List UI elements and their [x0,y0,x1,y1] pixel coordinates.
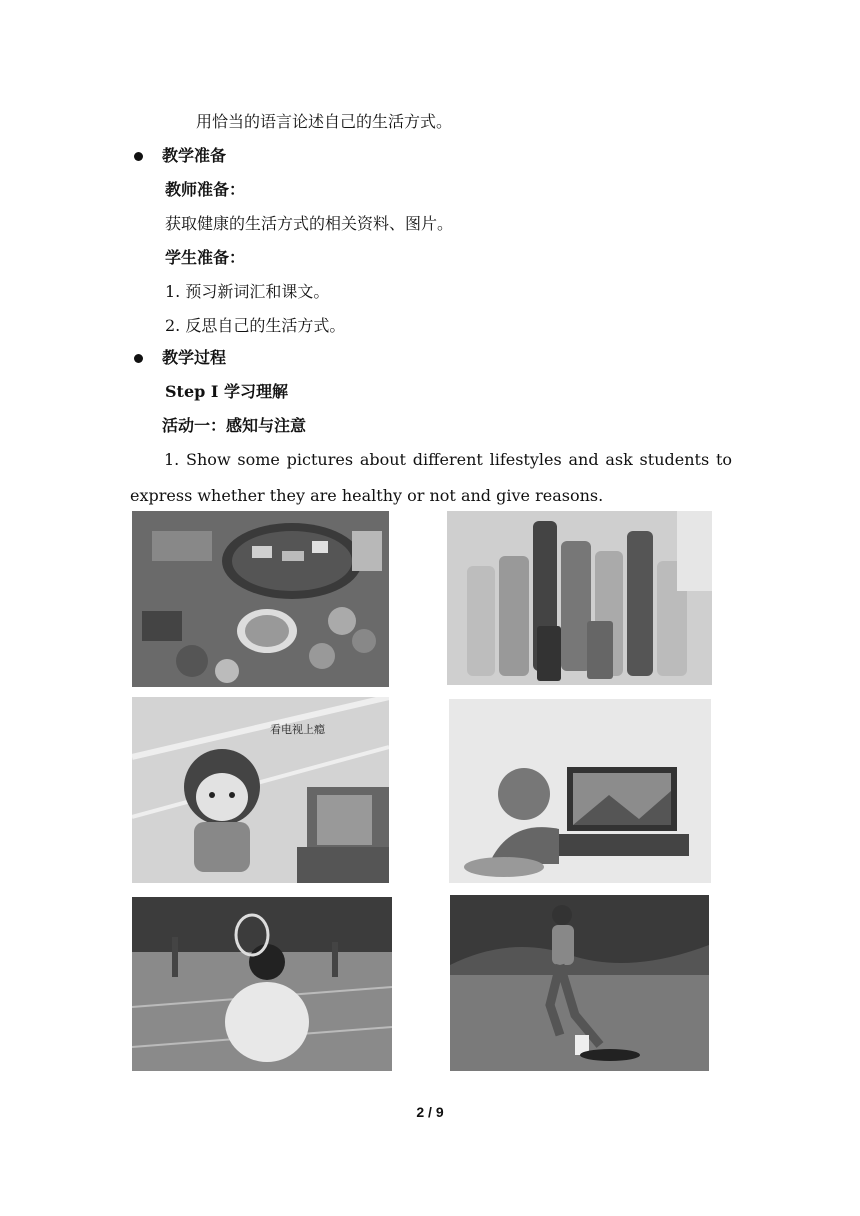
section-heading: 教学过程 [162,348,227,367]
teacher-prep-text: 获取健康的生活方式的相关资料、图片。 [165,214,454,233]
page-number: 2 / 9 [416,1104,444,1120]
skateboard-photo [450,895,709,1071]
teacher-prep-label: 教师准备： [165,180,246,199]
student-prep-item: 1. 预习新词汇和课文。 [165,282,330,301]
student-prep-item: 2. 反思自己的生活方式。 [165,316,346,335]
bullet-icon [134,152,143,161]
section-heading: 教学准备 [162,146,227,165]
computer-game-photo [449,699,711,883]
badminton-photo [132,897,392,1071]
tv-caption: 看电视上瘾 [270,723,325,736]
drinks-photo [447,511,712,685]
activity-heading: 活动一：感知与注意 [162,416,307,435]
paragraph: 1. Show some pictures about different lifestyles and ask students to express whether they are healthy or not and give reasons. [130,450,732,505]
text-line: 用恰当的语言论述自己的生活方式。 [196,112,453,131]
step-heading: Step I 学习理解 [165,382,288,401]
student-prep-label: 学生准备： [165,248,246,267]
snacks-photo [132,511,389,687]
bullet-icon [134,354,143,363]
cartoon-tv-photo [132,697,389,883]
